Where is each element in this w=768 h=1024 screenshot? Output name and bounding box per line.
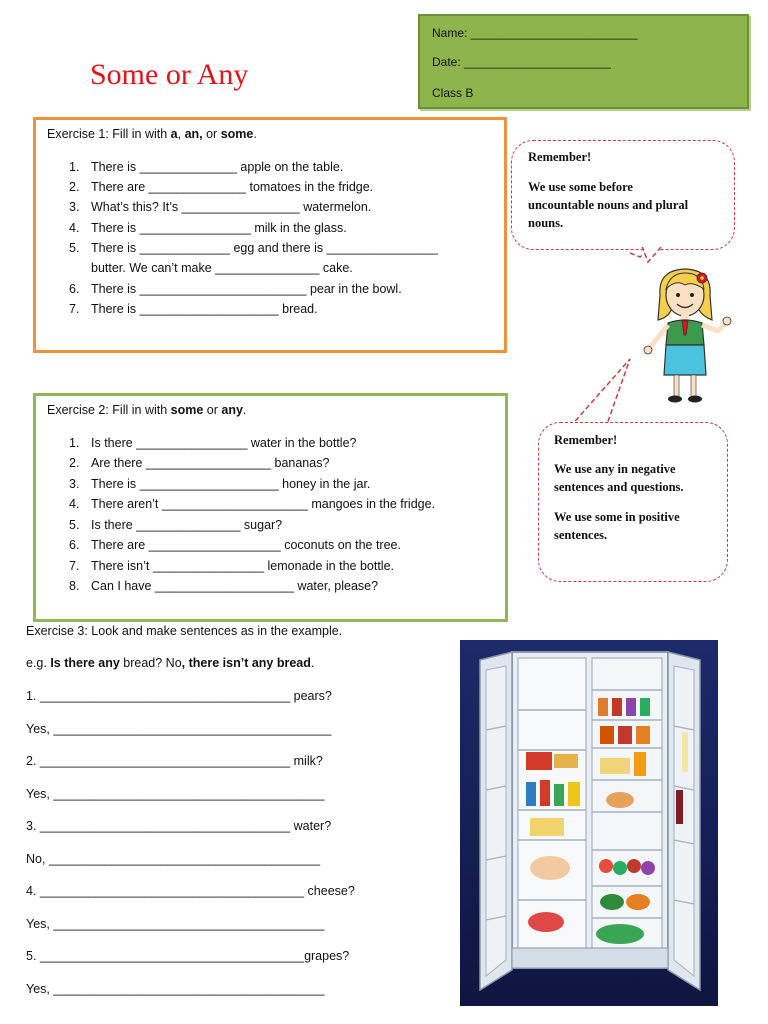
list-item[interactable]: 1. There is ______________ apple on the table. <box>69 160 344 174</box>
remember-bubble-1 <box>511 140 735 250</box>
list-item[interactable]: 4. There is ________________ milk in the glass. <box>69 221 347 235</box>
bubble-2-line: sentences. <box>554 528 608 542</box>
fridge-illustration <box>460 640 718 1006</box>
exercise-3-line[interactable]: 4. ______________________________________ cheese? <box>26 884 355 898</box>
exercise-1-box <box>33 117 507 353</box>
exercise-1-heading: Exercise 1: Fill in with a, an, or some. <box>47 127 257 141</box>
page-title: Some or Any <box>90 58 249 91</box>
student-info-box <box>418 14 749 109</box>
bubble-1-heading: Remember! <box>528 150 592 164</box>
bubble-1-line: We use some before <box>528 180 633 194</box>
bubble-2-line: We use any in negative <box>554 462 676 476</box>
list-item[interactable]: 6. There are ___________________ coconuts on the tree. <box>69 538 401 552</box>
bubble-2-line: We use some in positive <box>554 510 680 524</box>
bubble-1-line: nouns. <box>528 216 564 230</box>
list-item[interactable]: 3. What’s this? It’s _________________ watermelon. <box>69 200 372 214</box>
list-item[interactable]: 4. There aren’t _____________________ mangoes in the fridge. <box>69 497 436 511</box>
exercise-3-line[interactable]: Yes, _______________________________________ <box>26 917 325 931</box>
list-item[interactable]: 5. Is there _______________ sugar? <box>69 518 283 532</box>
list-item[interactable]: 7. There isn’t ________________ lemonade in the bottle. <box>69 559 395 573</box>
list-item[interactable]: 1. Is there ________________ water in the bottle? <box>69 436 357 450</box>
list-item[interactable]: 8. Can I have ____________________ water, please? <box>69 579 379 593</box>
list-item[interactable]: 2. Are there __________________ bananas? <box>69 456 330 470</box>
name-field[interactable]: Name: _________________________ <box>432 26 638 40</box>
bubble-2-heading: Remember! <box>554 433 618 447</box>
exercise-3-line[interactable]: No, _______________________________________ <box>26 852 321 866</box>
exercise-3-line[interactable]: 2. ____________________________________ milk? <box>26 754 323 768</box>
exercise-3-example: e.g. Is there any bread? No, there isn’t any bread. <box>26 656 315 670</box>
bubble-2-line: sentences and questions. <box>554 480 684 494</box>
exercise-2-box <box>33 393 508 622</box>
exercise-3-line[interactable]: 3. ____________________________________ water? <box>26 819 332 833</box>
exercise-3-heading: Exercise 3: Look and make sentences as in the example. <box>26 624 343 638</box>
bubble-1-line: uncountable nouns and plural <box>528 198 689 212</box>
list-item[interactable]: 5. There is _____________ egg and there is ________________ <box>69 241 438 255</box>
bubble-1-tail <box>620 236 680 266</box>
list-item[interactable]: 7. There is ____________________ bread. <box>69 302 318 316</box>
date-field[interactable]: Date: ______________________ <box>432 55 611 69</box>
list-item[interactable]: 2. There are ______________ tomatoes in the fridge. <box>69 180 374 194</box>
class-label: Class B <box>432 86 474 100</box>
exercise-3-line[interactable]: 5. ______________________________________grapes? <box>26 949 350 963</box>
list-item[interactable]: 3. There is ____________________ honey in the jar. <box>69 477 371 491</box>
exercise-3-line[interactable]: Yes, ________________________________________ <box>26 722 332 736</box>
list-item[interactable]: 6. There is ________________________ pear in the bowl. <box>69 282 402 296</box>
list-item-continuation[interactable]: butter. We can’t make _______________ cake. <box>91 261 353 275</box>
exercise-3-line[interactable]: Yes, _______________________________________ <box>26 787 325 801</box>
exercise-3-line[interactable]: Yes, _______________________________________ <box>26 982 325 996</box>
exercise-3-line[interactable]: 1. ____________________________________ pears? <box>26 689 332 703</box>
exercise-2-heading: Exercise 2: Fill in with some or any. <box>47 403 247 417</box>
remember-bubble-2 <box>538 422 728 582</box>
teacher-illustration <box>640 265 735 410</box>
